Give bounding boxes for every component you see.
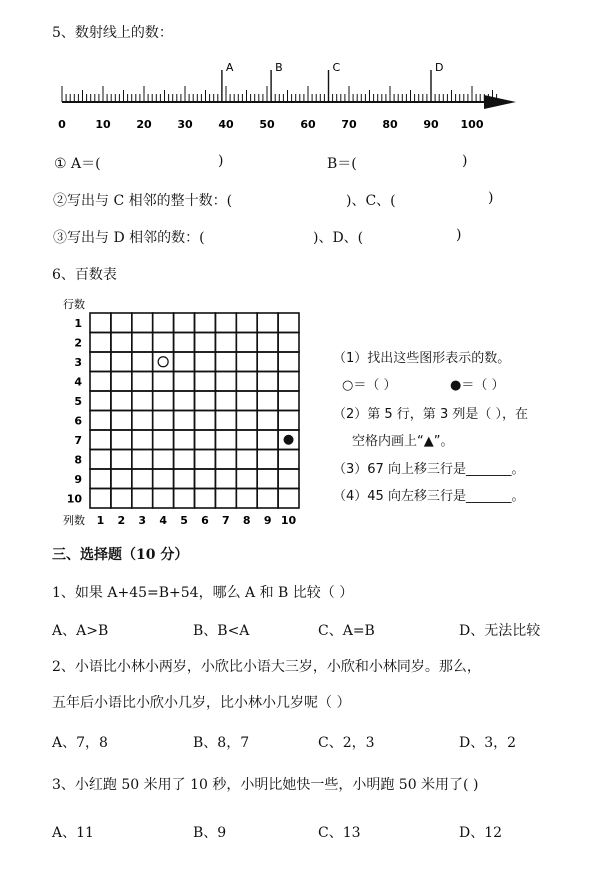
grid-cell [195, 313, 216, 333]
ray-tick-label: 40 [218, 118, 234, 131]
number-ray-labels [58, 118, 484, 131]
q5-line1-b-close: ) [462, 153, 468, 169]
number-ray-arrow [484, 95, 516, 109]
grid-cell [236, 391, 257, 411]
grid-cell [195, 430, 216, 450]
grid-cell [132, 372, 153, 392]
q5-line2-close: ) [488, 190, 494, 206]
grid-cell [215, 333, 236, 353]
grid-cell [236, 372, 257, 392]
ray-marker-label: C [332, 61, 341, 74]
grid-cell [90, 489, 111, 509]
q5-line1-a-close: ) [218, 153, 224, 169]
grid-cell [195, 450, 216, 470]
grid-cell [111, 411, 132, 431]
row-labels [67, 317, 83, 506]
grid-cell [153, 489, 174, 509]
grid-cell [278, 489, 299, 509]
choice-q3-option-c[interactable]: C、13 [318, 825, 361, 841]
grid-cell [195, 411, 216, 431]
choice-q1-option-a[interactable]: A、A>B [52, 623, 109, 639]
choice-q2-option-d[interactable]: D、3，2 [459, 735, 517, 751]
ray-tick-label: 60 [300, 118, 316, 131]
grid-cell [111, 469, 132, 489]
grid-cell [215, 352, 236, 372]
col-label: 4 [159, 514, 167, 527]
grid-cell [195, 489, 216, 509]
grid-cell [132, 430, 153, 450]
grid-cell [278, 333, 299, 353]
grid-cell [153, 469, 174, 489]
col-label: 6 [201, 514, 209, 527]
row-label: 3 [74, 356, 82, 369]
row-label: 8 [74, 453, 82, 467]
grid-cell [90, 411, 111, 431]
grid-cell [215, 450, 236, 470]
grid-cell [132, 313, 153, 333]
grid-cell [153, 411, 174, 431]
choice-q2-option-c[interactable]: C、2，3 [318, 735, 375, 751]
choice-q2-line2: 五年后小语比小欣小几岁，比小林小几岁呢（ ） [52, 695, 351, 711]
grid-cell [257, 430, 278, 450]
grid-cell [90, 450, 111, 470]
choice-q1-option-b[interactable]: B、B<A [193, 623, 250, 639]
ray-tick-label: 70 [341, 118, 357, 131]
grid-cell [111, 391, 132, 411]
q5-line1-a: ① A＝( [54, 156, 101, 172]
grid-cell [236, 313, 257, 333]
ray-marker-label: B [275, 61, 283, 74]
grid-cell [236, 450, 257, 470]
grid-cell [257, 372, 278, 392]
grid-cell [278, 352, 299, 372]
grid-cell [236, 489, 257, 509]
choice-q2-option-a[interactable]: A、7，8 [52, 735, 108, 751]
ray-tick-label: 20 [136, 118, 152, 131]
q6-part3: （3）67 向上移三行是_______。 [333, 462, 525, 477]
grid-cell [257, 333, 278, 353]
col-label: 3 [138, 514, 147, 527]
col-label: 8 [242, 514, 251, 527]
grid-cell [215, 391, 236, 411]
grid-cell [90, 391, 111, 411]
ray-tick-label: 0 [58, 118, 66, 131]
grid-cell [257, 450, 278, 470]
ray-tick-label: 80 [382, 118, 398, 131]
grid-cell [132, 411, 153, 431]
grid-cells [90, 313, 299, 508]
q5-line3: ③写出与 D 相邻的数：( [53, 230, 205, 246]
grid-cell [215, 469, 236, 489]
number-ray [0, 55, 615, 195]
grid-cell [90, 352, 111, 372]
grid-cell [153, 450, 174, 470]
grid-cell [278, 391, 299, 411]
grid-cell [257, 313, 278, 333]
grid-cell [174, 352, 195, 372]
grid-cell [111, 352, 132, 372]
grid-cell [195, 352, 216, 372]
ray-tick-label: 30 [177, 118, 193, 131]
grid-cell [195, 333, 216, 353]
grid-cell [90, 469, 111, 489]
col-label: 7 [222, 514, 230, 527]
choice-q2-option-b[interactable]: B、8，7 [193, 735, 250, 751]
row-label: 5 [74, 395, 82, 408]
grid-cell [174, 333, 195, 353]
grid-cell [174, 469, 195, 489]
grid-cell [278, 450, 299, 470]
ray-tick-label: 10 [95, 118, 111, 131]
hundred-chart [55, 292, 375, 532]
grid-cell [215, 430, 236, 450]
grid-cell [132, 352, 153, 372]
q5-line2: ②写出与 C 相邻的整十数：( [53, 193, 233, 209]
q5-line3-close: ) [456, 227, 462, 243]
grid-cell [236, 333, 257, 353]
grid-cell [215, 372, 236, 392]
ray-marker-label: D [435, 61, 444, 74]
q6-part2: （2）第 5 行，第 3 列是（ ），在 [333, 407, 528, 422]
row-header: 行数 [63, 298, 85, 311]
grid-symbols [158, 357, 293, 445]
col-label: 9 [263, 514, 272, 527]
grid-cell [174, 430, 195, 450]
ray-tick-label: 50 [259, 118, 275, 131]
grid-cell [257, 411, 278, 431]
grid-cell [278, 372, 299, 392]
grid-cell [174, 313, 195, 333]
grid-cell [236, 411, 257, 431]
grid-cell [257, 352, 278, 372]
col-label: 1 [96, 514, 105, 527]
q6-part1-circle-filled: ●＝（ ） [450, 378, 505, 393]
grid-cell [257, 489, 278, 509]
grid-cell [90, 313, 111, 333]
grid-cell [174, 372, 195, 392]
col-label: 2 [117, 514, 126, 527]
ray-tick-label: 90 [423, 118, 439, 131]
grid-cell [236, 430, 257, 450]
col-labels [97, 514, 297, 527]
grid-cell [111, 333, 132, 353]
q6-part4: （4）45 向左移三行是_______。 [333, 489, 525, 504]
grid-cell [174, 450, 195, 470]
row-label: 10 [66, 492, 82, 506]
grid-cell [257, 391, 278, 411]
q5-line3-mid: )、D、( [313, 230, 364, 246]
choice-q1: 1、如果 A+45=B+54，哪么 A 和 B 比较（ ） [52, 585, 354, 601]
row-label: 4 [74, 375, 82, 389]
choice-q2-line1: 2、小语比小林小两岁，小欣比小语大三岁，小欣和小林同岁。那么， [52, 659, 481, 675]
grid-cell [174, 391, 195, 411]
grid-cell [215, 313, 236, 333]
choice-q1-option-d[interactable]: D、无法比较 [459, 623, 541, 639]
col-header: 列数 [63, 514, 85, 527]
grid-cell [153, 372, 174, 392]
col-label: 5 [180, 514, 188, 527]
grid-cell [111, 489, 132, 509]
choice-q3: 3、小红跑 50 米用了 10 秒，小明比她快一些，小明跑 50 米用了( ) [52, 777, 479, 793]
q6-title: 6、百数表 [52, 267, 117, 283]
q5-title: 5、数射线上的数： [52, 25, 173, 41]
row-label: 7 [74, 434, 82, 447]
grid-cell [215, 489, 236, 509]
grid-cell [111, 313, 132, 333]
grid-cell [132, 333, 153, 353]
grid-cell [236, 352, 257, 372]
grid-cell [90, 430, 111, 450]
grid-cell [111, 372, 132, 392]
grid-cell [90, 372, 111, 392]
choice-q1-option-c[interactable]: C、A=B [318, 623, 375, 639]
grid-cell [174, 489, 195, 509]
grid-cell [132, 469, 153, 489]
open-circle-icon [158, 357, 168, 367]
grid-cell [153, 430, 174, 450]
grid-cell [111, 450, 132, 470]
q6-part1-circle-open: ○＝（ ） [342, 378, 397, 393]
grid-cell [195, 391, 216, 411]
q6-part1: （1）找出这些图形表示的数。 [333, 351, 511, 366]
ray-marker-label: A [225, 61, 234, 74]
grid-cell [111, 430, 132, 450]
choice-q3-option-d[interactable]: D、12 [459, 825, 503, 841]
row-label: 6 [74, 414, 82, 428]
grid-cell [195, 372, 216, 392]
grid-cell [236, 469, 257, 489]
grid-cell [278, 411, 299, 431]
section3-heading: 三、选择题（10 分） [52, 547, 189, 563]
q5-line1-b: B＝( [327, 156, 357, 172]
col-label: 10 [280, 514, 297, 527]
grid-cell [257, 469, 278, 489]
grid-cell [132, 450, 153, 470]
grid-cell [215, 411, 236, 431]
row-label: 9 [74, 473, 82, 486]
grid-cell [195, 469, 216, 489]
grid-cell [278, 469, 299, 489]
q6-part2-b: 空格内画上“▲”。 [352, 434, 454, 449]
grid-cell [153, 352, 174, 372]
choice-q3-option-b[interactable]: B、9 [193, 825, 227, 841]
choice-q3-option-a[interactable]: A、11 [52, 825, 94, 841]
grid-cell [132, 489, 153, 509]
filled-circle-icon [284, 435, 294, 445]
grid-cell [132, 391, 153, 411]
grid-cell [153, 333, 174, 353]
grid-cell [153, 313, 174, 333]
grid-cell [278, 313, 299, 333]
row-label: 1 [74, 317, 82, 330]
grid-cell [90, 333, 111, 353]
row-label: 2 [74, 336, 82, 350]
grid-cell [174, 411, 195, 431]
q5-line2-mid: )、C、( [346, 193, 396, 209]
ray-tick-label: 100 [460, 118, 484, 131]
grid-cell [153, 391, 174, 411]
